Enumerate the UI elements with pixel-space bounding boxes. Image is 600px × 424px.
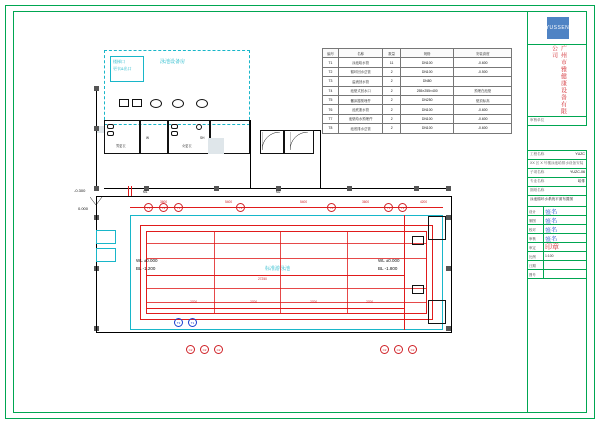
elevation-zero: 0.000 (78, 206, 89, 211)
room-a-label: 男更衣 (116, 144, 126, 148)
door-arc-1 (262, 132, 282, 152)
field-discipline-label: 专业名称 (530, 179, 545, 183)
cell-height: -0.600 (454, 58, 512, 67)
fixture-1 (107, 124, 114, 129)
grid-bubble-top: T2 (159, 203, 168, 212)
fixture-4 (171, 131, 178, 136)
cell-qty: 2 (383, 95, 401, 104)
table-row (323, 114, 512, 123)
side-equipment-6 (428, 300, 446, 324)
cell-height: -0.600 (454, 124, 512, 133)
building-outline-bottom (96, 332, 452, 333)
cell-no: T1 (323, 58, 339, 67)
side-equipment-1 (96, 230, 116, 244)
grid-bubble-top: T3 (236, 203, 245, 212)
building-outline-left (96, 196, 97, 332)
cell-spec: DN80 (400, 77, 453, 86)
cell-qty: 2 (383, 105, 401, 114)
approval-row-value: 印章 (545, 244, 559, 251)
dim-bot-3: 2700 (310, 300, 318, 304)
approval-row-value: 签名 (544, 226, 558, 235)
field-discipline (528, 178, 587, 187)
approval-row-label: 审核 (528, 234, 544, 242)
cell-spec: DN100 (400, 105, 453, 114)
date-row (528, 261, 587, 270)
cell-spec: DN100 (400, 67, 453, 76)
approval-row-label: 审定 (528, 243, 544, 251)
date-value (544, 261, 587, 269)
col-spec: 规格 (400, 49, 453, 58)
logo-icon (547, 17, 569, 39)
grid-bubble-top: T6 (327, 203, 336, 212)
column (94, 186, 99, 191)
cell-height: 预埋在池壁 (454, 86, 512, 95)
cell-qty: 2 (383, 67, 401, 76)
cell-spec: DN100 (400, 58, 453, 67)
cell-spec: DN250 (400, 95, 453, 104)
grid-bubble-c: C2 (200, 345, 209, 354)
field-project-sub-label: XX 区 X 号楼泳池给排水设备安装 (530, 161, 584, 165)
wl-left-label: WL ±0.000 (136, 258, 158, 263)
grid-bubble-c: C2 (380, 345, 389, 354)
cell-spec: 255×255×400 (400, 86, 453, 95)
cell-height: 壁顶标高 (454, 95, 512, 104)
approval-row-label: 制图 (528, 216, 544, 224)
approval-row (528, 207, 587, 216)
cell-no: T4 (323, 86, 339, 95)
drawing-no-label: 图号 (528, 270, 544, 278)
cell-no: T8 (323, 124, 339, 133)
grid-bubble-c: C2 (214, 345, 223, 354)
side-equipment-2 (96, 248, 116, 262)
table-row (323, 105, 512, 114)
scale-label: 比例 (528, 252, 544, 260)
col-no: 编号 (323, 49, 339, 58)
dim-top-4: 3600 (362, 200, 370, 204)
cell-no: T7 (323, 114, 339, 123)
field-drawing-name (528, 187, 587, 196)
column (214, 186, 219, 191)
building-outline-top (96, 196, 452, 197)
wall-left (96, 88, 97, 188)
approval-row-value: 签名 (544, 208, 558, 217)
col-name: 名称 (338, 49, 382, 58)
cell-qty: 2 (383, 86, 401, 95)
stair-label-1: 楼梯口 (113, 59, 125, 64)
grid-bubble-top: T3 (174, 203, 183, 212)
parts-table-header (323, 49, 512, 58)
cell-no: T5 (323, 95, 339, 104)
room-b-label: W (146, 136, 150, 140)
dim-top-5: 4200 (420, 200, 428, 204)
field-subitem-name-value: YUZC-06 (570, 170, 585, 174)
fixture-2 (107, 131, 114, 136)
grid-bubble-bottom: T1 (188, 318, 197, 327)
wl-right-label: WL ±0.000 (378, 258, 400, 263)
cell-name: 循环回水总管 (338, 67, 382, 76)
building-outline-right (451, 196, 452, 332)
table-row (323, 58, 512, 67)
stair-label-2: 更衣&出口 (113, 66, 132, 71)
approval-grid (528, 207, 587, 279)
dim-bot-2: 2700 (250, 300, 258, 304)
wall-mid (250, 120, 251, 188)
field-blank-1 (528, 126, 587, 151)
cell-qty: 2 (383, 114, 401, 123)
marker-line (128, 186, 129, 196)
field-project-sub (528, 160, 587, 169)
dim-top-2: 5400 (225, 200, 233, 204)
field-drawing-title (528, 196, 587, 207)
field-subitem-name (528, 169, 587, 178)
door-tag-m2: M2 (276, 190, 281, 194)
table-row (323, 77, 512, 86)
scale-row (528, 252, 587, 261)
bl-right-label: BL -1.800 (378, 266, 398, 271)
approval-row (528, 243, 587, 252)
field-approval-unit (528, 117, 587, 126)
field-project-name-label: 工程名称 (530, 152, 545, 156)
side-equipment-3 (412, 236, 424, 245)
cell-height (454, 77, 512, 86)
company-name (528, 45, 587, 117)
cell-no: T2 (323, 67, 339, 76)
cell-height: -0.500 (454, 67, 512, 76)
cell-qty: 2 (383, 124, 401, 133)
logo-text: YUSSEN (545, 24, 570, 31)
room-d-label: SH (200, 136, 205, 140)
field-drawing-title-value: 泳池循环水系统平面布置图 (530, 197, 574, 201)
table-row (323, 124, 512, 133)
approval-row-value: 签名 (544, 235, 558, 244)
cell-no: T6 (323, 105, 339, 114)
field-drawing-name-label: 图纸名称 (530, 188, 545, 192)
cell-spec: DN100 (400, 114, 453, 123)
door-arc-2 (290, 132, 310, 152)
cell-spec: DN100 (400, 124, 453, 133)
table-row (323, 67, 512, 76)
column (94, 126, 99, 131)
hatched-block (208, 138, 224, 154)
room-c-label: 女更衣 (182, 144, 192, 148)
field-subitem-name-label: 子项名称 (530, 170, 545, 174)
fixture-10 (196, 99, 208, 108)
parts-table (322, 48, 512, 134)
approval-row (528, 216, 587, 225)
scale-value: 1:100 (545, 254, 554, 258)
title-block (527, 11, 587, 413)
grid-bubble-top: T3 (398, 203, 407, 212)
table-row (323, 95, 512, 104)
logo (528, 11, 587, 45)
equipment-room-label: 泳池设备房 (160, 59, 186, 65)
cell-name: 撇沫器预埋件 (338, 95, 382, 104)
company-name-text: 广州市雅健康设备有限公司 (550, 45, 566, 115)
table-row (323, 86, 512, 95)
cell-height: -0.600 (454, 114, 512, 123)
cell-name: 池底泄水管 (338, 105, 382, 114)
marker-line (131, 186, 132, 196)
cell-name: 溢流回水管 (338, 77, 382, 86)
grid-bubble-c: C2 (394, 345, 403, 354)
drawing-no-row (528, 270, 587, 279)
field-discipline-value: 给排 (577, 179, 585, 183)
date-label: 日期 (528, 261, 544, 269)
grid-bubble-c: C2 (408, 345, 417, 354)
room-b (140, 120, 168, 154)
col-height: 安装高度 (454, 49, 512, 58)
pool-label: 标准游泳池 (265, 266, 291, 272)
approval-row (528, 225, 587, 234)
field-project-name (528, 151, 587, 160)
pipe-riser (404, 215, 405, 330)
side-equipment-5 (428, 216, 446, 240)
approval-row-value: 签名 (544, 217, 558, 226)
drawing-no-value (544, 270, 587, 278)
fixture-7 (132, 99, 142, 107)
approval-row-label: 校对 (528, 225, 544, 233)
cell-name: 池壁给水预埋件 (338, 114, 382, 123)
cell-name: 泳池给水管 (338, 58, 382, 67)
field-project-name-value: YUZC (575, 152, 585, 156)
dim-top-1: 3600 (160, 200, 168, 204)
side-equipment-4 (412, 285, 424, 294)
wall-right-upper (320, 130, 321, 188)
dim-bot-4: 2700 (366, 300, 374, 304)
fixture-9 (172, 99, 184, 108)
grid-bubble-top: T1 (144, 203, 153, 212)
column (94, 86, 99, 91)
dim-inner-1: 27250 (258, 277, 267, 281)
cell-qty: 11 (383, 58, 401, 67)
door-tag-m1: M1 (143, 190, 148, 194)
dim-bot-1: 2700 (190, 300, 198, 304)
grid-bubble-c: C2 (186, 345, 195, 354)
column (446, 186, 451, 191)
elevation-left: -0.300 (74, 188, 86, 193)
field-approval-unit-label: 审核单位 (530, 118, 545, 122)
fixture-3 (171, 124, 178, 129)
column (414, 186, 419, 191)
cell-name: 池壁式回水口 (338, 86, 382, 95)
cell-qty: 2 (383, 77, 401, 86)
cell-height: -0.600 (454, 105, 512, 114)
cell-name: 池底排水总管 (338, 124, 382, 133)
fixture-6 (119, 99, 129, 107)
bl-left-label: BL -1.200 (136, 266, 156, 271)
elevation-symbol (90, 197, 104, 207)
col-qty: 数量 (383, 49, 401, 58)
dim-top-3: 5400 (300, 200, 308, 204)
cell-no: T3 (323, 77, 339, 86)
grid-bubble-bottom: T3 (174, 318, 183, 327)
fixture-8 (150, 99, 162, 108)
fixture-5 (196, 124, 202, 130)
approval-row-label: 设计 (528, 207, 544, 215)
grid-bubble-top: T1 (384, 203, 393, 212)
column (347, 186, 352, 191)
